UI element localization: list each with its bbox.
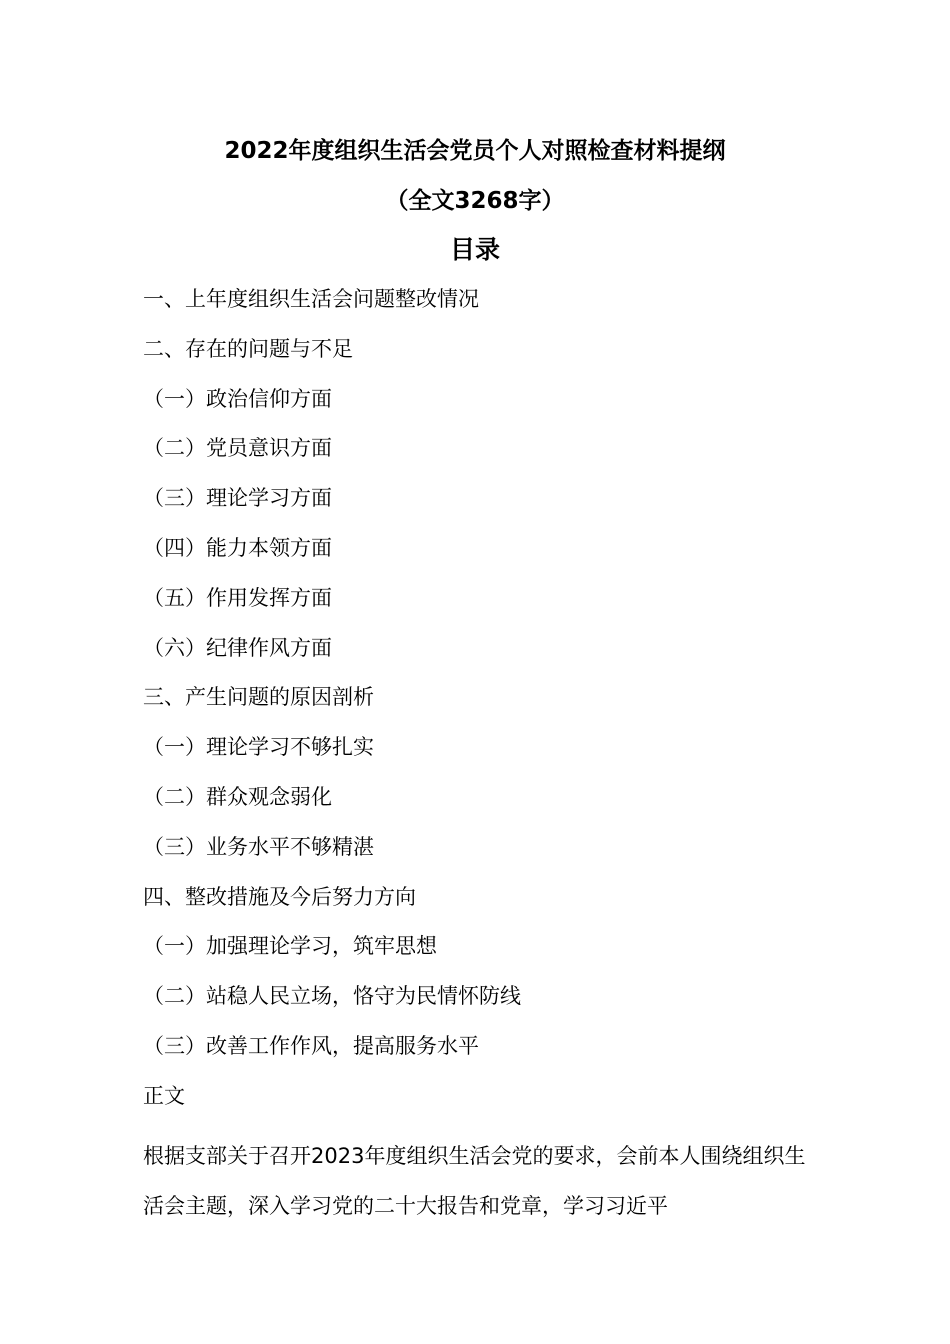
toc-heading: 目录 — [449, 235, 500, 264]
table-of-contents — [143, 284, 521, 1081]
toc-item: （一）理论学习不够扎实 — [143, 735, 374, 760]
toc-item: （三）业务水平不够精湛 — [143, 834, 374, 859]
toc-item: 三、产生问题的原因剖析 — [143, 685, 374, 710]
toc-item: （六）纪律作风方面 — [143, 635, 332, 660]
toc-item: （三）改善工作作风，提高服务水平 — [143, 1033, 479, 1058]
toc-item: （一）政治信仰方面 — [143, 386, 332, 411]
toc-item: 四、整改措施及今后努力方向 — [143, 884, 416, 909]
toc-item: （一）加强理论学习，筑牢思想 — [143, 934, 437, 959]
toc-item: 二、存在的问题与不足 — [143, 336, 353, 361]
toc-item: （二）站稳人民立场，恪守为民情怀防线 — [143, 984, 521, 1009]
body-paragraph: 根据支部关于召开2023年度组织生活会党的要求，会前本人围绕组织生活会主题，深入学习党的二十大报告和党章，学习习近平 — [143, 1144, 806, 1218]
document-subtitle: （全文3268字） — [385, 188, 565, 214]
toc-item: （二）群众观念弱化 — [143, 784, 332, 809]
toc-item: （五）作用发挥方面 — [143, 585, 332, 610]
toc-item: （二）党员意识方面 — [143, 436, 332, 461]
document-title: 2022年度组织生活会党员个人对照检查材料提纲 — [224, 138, 726, 164]
toc-item: （三）理论学习方面 — [143, 486, 332, 511]
body-label: 正文 — [143, 1084, 185, 1108]
toc-item: （四）能力本领方面 — [143, 535, 332, 560]
toc-item: 一、上年度组织生活会问题整改情况 — [143, 287, 479, 311]
